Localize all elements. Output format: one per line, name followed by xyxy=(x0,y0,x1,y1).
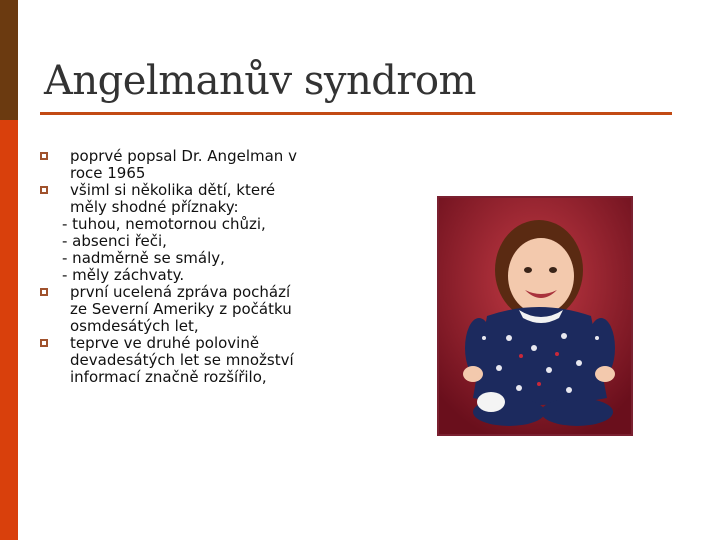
child-photo xyxy=(437,196,633,436)
square-bullet-icon xyxy=(40,186,48,194)
bullet-list xyxy=(40,148,370,386)
bullet-item xyxy=(40,335,370,386)
sidebar-accent-dark xyxy=(0,0,18,120)
bullet-item xyxy=(40,148,370,182)
sub-item: - absenci řeči, xyxy=(62,232,167,250)
square-bullet-icon xyxy=(40,288,48,296)
bullet-text: první ucelená zpráva pochází ze Severní Ameriky z počátku osmdesátých let, xyxy=(70,283,292,335)
child-photo-illustration xyxy=(439,198,631,434)
bullet-text: poprvé popsal Dr. Angelman v roce 1965 xyxy=(70,147,297,182)
sidebar-accent-orange xyxy=(0,120,18,540)
sub-item: - tuhou, nemotornou chůzi, xyxy=(62,215,266,233)
sub-item: - nadměrně se smály, xyxy=(62,249,225,267)
bullet-item xyxy=(40,284,370,335)
square-bullet-icon xyxy=(40,152,48,160)
title-underline xyxy=(40,112,672,115)
bullet-text: všiml si několika dětí, které měly shodné příznaky: xyxy=(70,181,276,216)
square-bullet-icon xyxy=(40,339,48,347)
bullet-text: teprve ve druhé polovině devadesátých let se množství informací značně rozšířilo, xyxy=(70,334,294,386)
sub-item: - měly záchvaty. xyxy=(62,266,185,284)
bullet-item xyxy=(40,182,370,216)
slide-title: Angelmanův syndrom xyxy=(44,58,476,104)
